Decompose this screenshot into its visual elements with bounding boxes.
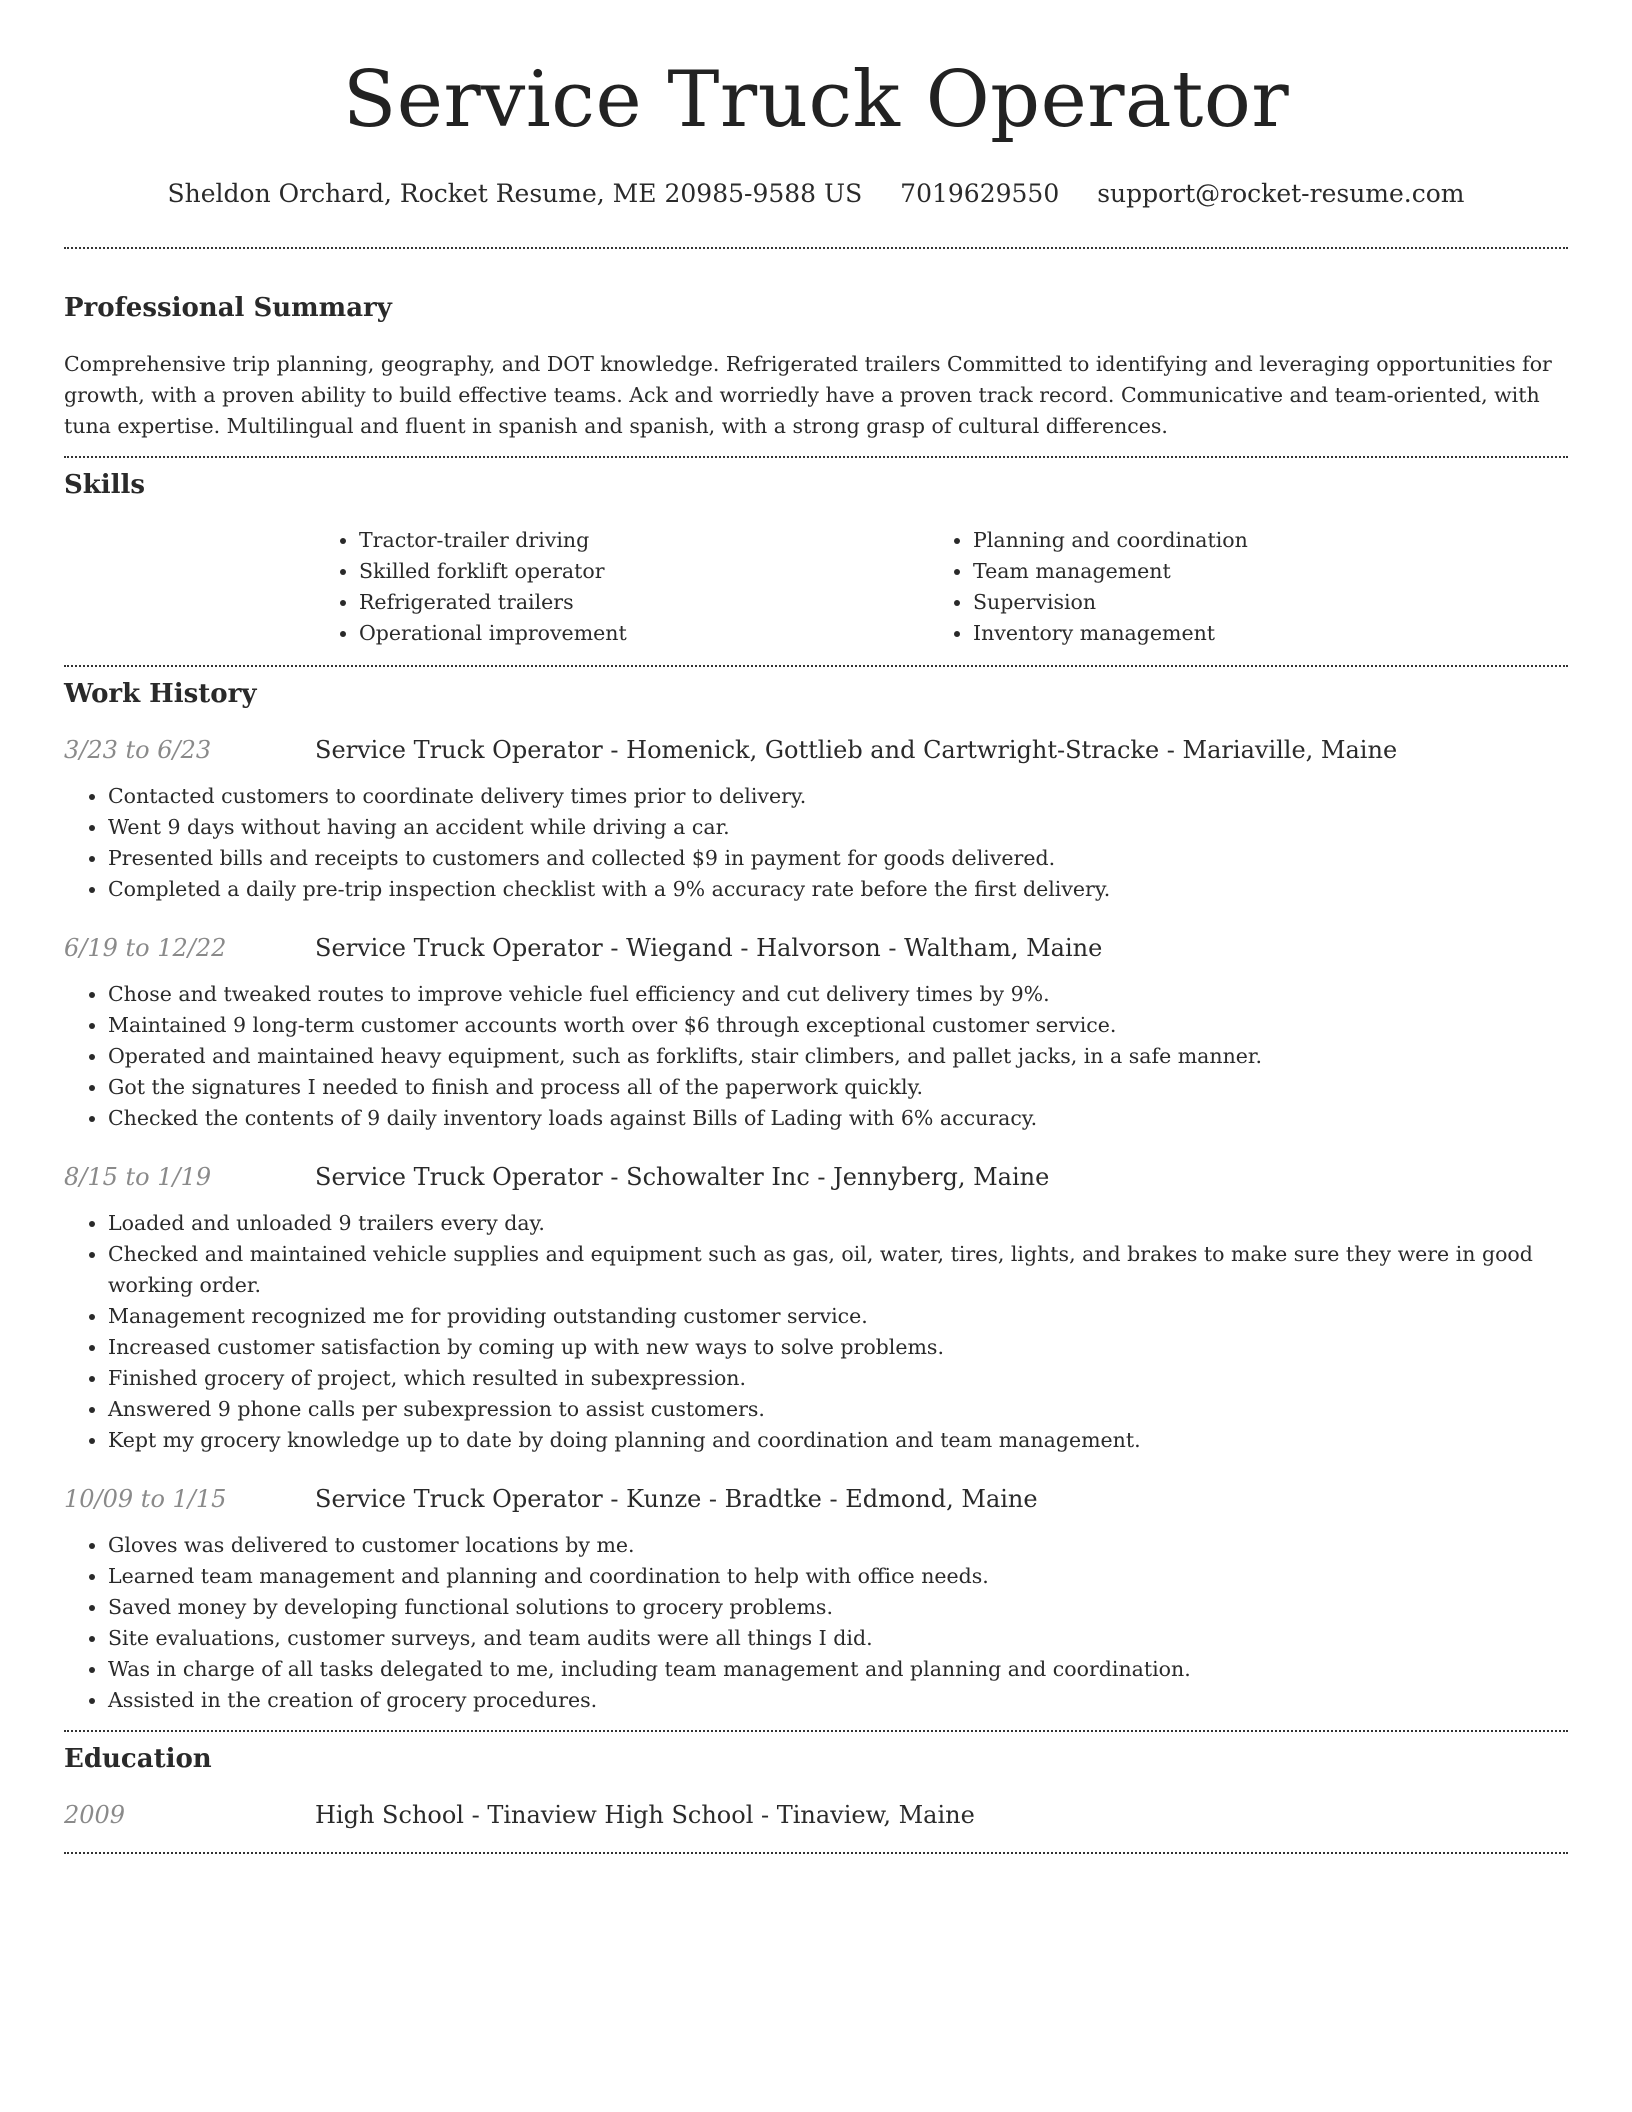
work-history-heading: Work History — [64, 679, 257, 709]
resume-name: Service Truck Operator — [342, 55, 1290, 145]
skills-list — [315, 525, 1568, 649]
job-bullet: • Presented bills and receipts to customers and collected $9 in payment for goods delivered. — [108, 843, 1568, 874]
job-dates: 6/19 to 12/22 — [64, 934, 227, 962]
skill-item: • Skilled forklift operator — [359, 556, 929, 587]
skills-column-left — [315, 525, 929, 649]
skill-item: • Tractor-trailer driving — [359, 525, 929, 556]
education-entry — [64, 1798, 1568, 1832]
skill-item: • Team management — [973, 556, 1543, 587]
contact-email: support@rocket-resume.com — [1097, 179, 1465, 208]
divider — [64, 1852, 1568, 1854]
summary-text: Comprehensive trip planning, geography, and DOT knowledge. Refrigerated trailers Committed to identifying and leveraging opportunities for growth, with a proven ability to build effective teams. Ack and worriedly have a proven track record. Communicative and team-oriented, with tuna expertise. Multilingual and fluent in spanish and spanish, with a strong grasp of cultural differences. — [64, 352, 1552, 438]
job-bullets — [64, 1208, 1568, 1456]
contact-line — [64, 178, 1568, 210]
education-date: 2009 — [64, 1801, 126, 1829]
skill-item: • Refrigerated trailers — [359, 587, 929, 618]
job-dates: 10/09 to 1/15 — [64, 1485, 227, 1513]
job-bullet: • Site evaluations, customer surveys, and team audits were all things I did. — [108, 1623, 1568, 1654]
job-entry-header — [64, 931, 1568, 965]
job-bullet: • Management recognized me for providing outstanding customer service. — [108, 1301, 1568, 1332]
job-bullet: • Went 9 days without having an accident while driving a car. — [108, 812, 1568, 843]
job-title: Service Truck Operator - Kunze - Bradtke - Edmond, Maine — [315, 1485, 1038, 1513]
skills-heading: Skills — [64, 470, 146, 500]
job-title: Service Truck Operator - Schowalter Inc - Jennyberg, Maine — [315, 1163, 1050, 1191]
job-bullet: • Checked the contents of 9 daily inventory loads against Bills of Lading with 6% accuracy. — [108, 1103, 1568, 1134]
job-dates: 3/23 to 6/23 — [64, 736, 212, 764]
skill-item: • Inventory management — [973, 618, 1543, 649]
skill-item: • Planning and coordination — [973, 525, 1543, 556]
job-bullet: • Operated and maintained heavy equipment, such as forklifts, stair climbers, and pallet jacks, in a safe manner. — [108, 1041, 1568, 1072]
job-bullets — [64, 979, 1568, 1134]
job-bullet: • Loaded and unloaded 9 trailers every day. — [108, 1208, 1568, 1239]
job-bullets — [64, 781, 1568, 905]
job-bullet: • Kept my grocery knowledge up to date by doing planning and coordination and team management. — [108, 1425, 1568, 1456]
job-bullet: • Learned team management and planning and coordination to help with office needs. — [108, 1561, 1568, 1592]
job-bullet: • Completed a daily pre-trip inspection checklist with a 9% accuracy rate before the first delivery. — [108, 874, 1568, 905]
contact-address: Sheldon Orchard, Rocket Resume, ME 20985-9588 US — [167, 179, 863, 208]
job-bullet: • Contacted customers to coordinate delivery times prior to delivery. — [108, 781, 1568, 812]
job-bullet: • Finished grocery of project, which resulted in subexpression. — [108, 1363, 1568, 1394]
job-bullet: • Maintained 9 long-term customer accounts worth over $6 through exceptional customer service. — [108, 1010, 1568, 1041]
job-entry-header — [64, 733, 1568, 767]
resume-page — [64, 0, 1568, 1854]
job-bullet: • Increased customer satisfaction by coming up with new ways to solve problems. — [108, 1332, 1568, 1363]
education-heading: Education — [64, 1744, 212, 1774]
skill-item: • Supervision — [973, 587, 1543, 618]
contact-phone: 7019629550 — [900, 179, 1060, 208]
job-bullets — [64, 1530, 1568, 1716]
job-entry-header — [64, 1160, 1568, 1194]
job-bullet: • Saved money by developing functional solutions to grocery problems. — [108, 1592, 1568, 1623]
job-bullet: • Was in charge of all tasks delegated to me, including team management and planning and coordination. — [108, 1654, 1568, 1685]
job-dates: 8/15 to 1/19 — [64, 1163, 212, 1191]
summary-heading: Professional Summary — [64, 293, 392, 323]
skill-item: • Operational improvement — [359, 618, 929, 649]
job-bullet: • Gloves was delivered to customer locations by me. — [108, 1530, 1568, 1561]
job-title: Service Truck Operator - Homenick, Gottlieb and Cartwright-Stracke - Mariaville, Maine — [315, 736, 1398, 764]
skills-column-right — [929, 525, 1543, 649]
job-bullet: • Got the signatures I needed to finish and process all of the paperwork quickly. — [108, 1072, 1568, 1103]
job-entry-header — [64, 1482, 1568, 1516]
job-bullet: • Chose and tweaked routes to improve vehicle fuel efficiency and cut delivery times by 9%. — [108, 979, 1568, 1010]
job-title: Service Truck Operator - Wiegand - Halvorson - Waltham, Maine — [315, 934, 1103, 962]
education-title: High School - Tinaview High School - Tinaview, Maine — [315, 1801, 975, 1829]
job-bullet: • Answered 9 phone calls per subexpression to assist customers. — [108, 1394, 1568, 1425]
job-bullet: • Checked and maintained vehicle supplies and equipment such as gas, oil, water, tires, lights, and brakes to make sure they were in good working order. — [108, 1239, 1568, 1301]
job-bullet: • Assisted in the creation of grocery procedures. — [108, 1685, 1568, 1716]
